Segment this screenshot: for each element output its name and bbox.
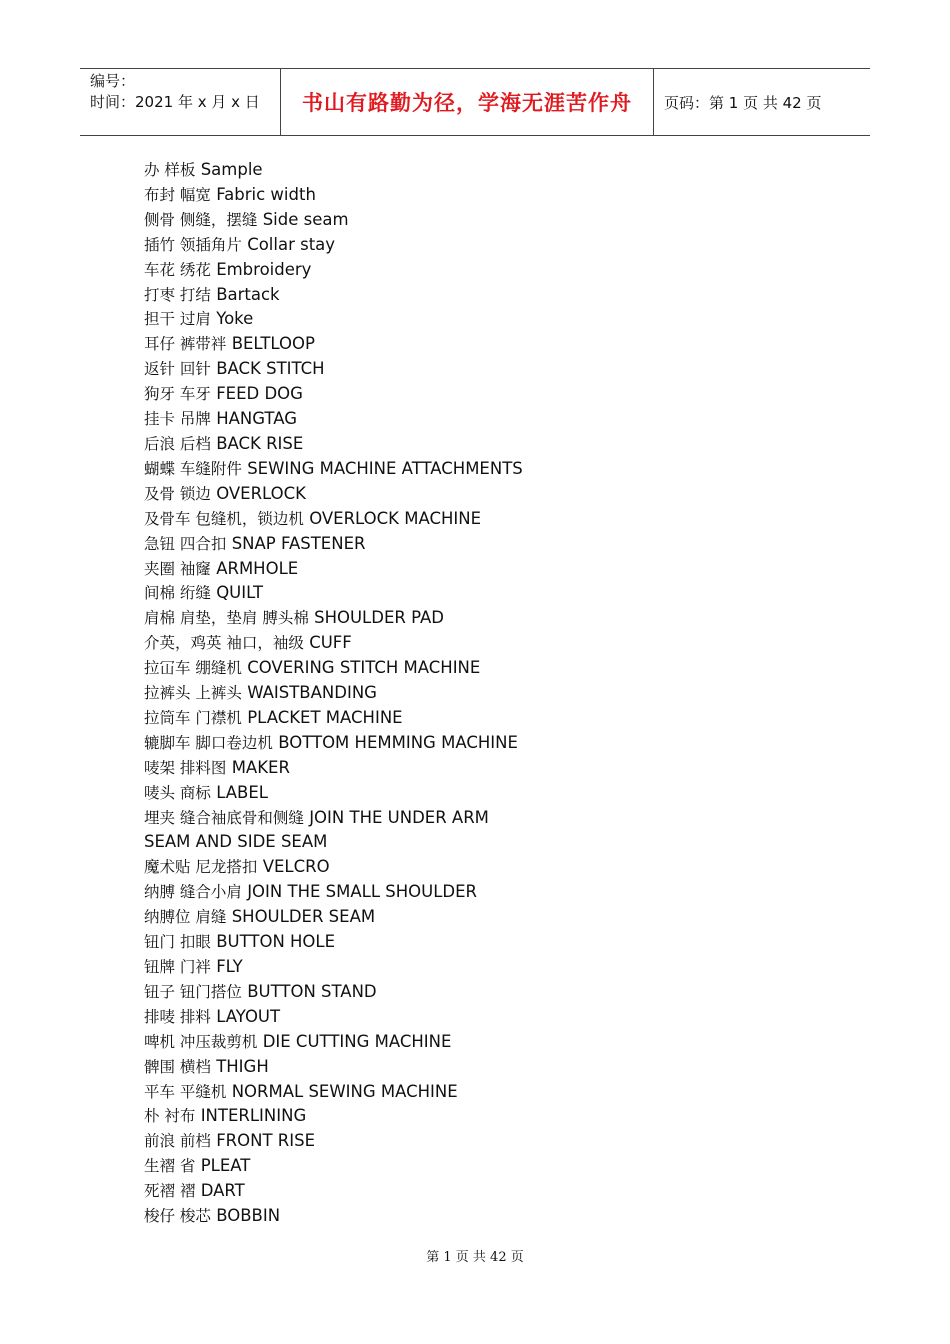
glossary-entry xyxy=(144,183,864,208)
entry-english-term: JOIN THE UNDER ARM xyxy=(309,807,489,827)
glossary-entry xyxy=(144,731,864,756)
glossary-entry xyxy=(144,1080,864,1105)
entry-chinese-term: 担干 过肩 xyxy=(144,310,211,329)
entry-english-term: PLACKET MACHINE xyxy=(247,707,403,727)
entry-chinese-term: 埋夹 缝合袖底骨和侧缝 xyxy=(144,808,304,827)
glossary-entry xyxy=(144,855,864,880)
entry-english-term: THIGH xyxy=(216,1056,269,1076)
entry-chinese-term: 死褶 褶 xyxy=(144,1182,196,1201)
glossary-entry xyxy=(144,258,864,283)
entry-english-term: CUFF xyxy=(309,633,352,653)
entry-chinese-term: 介英，鸡英 袖口，袖级 xyxy=(144,634,304,653)
entry-english-term: ARMHOLE xyxy=(216,558,299,578)
entry-chinese-term: 梭仔 梭芯 xyxy=(144,1207,211,1226)
entry-chinese-term: 返针 回针 xyxy=(144,360,211,379)
entry-english-term: INTERLINING xyxy=(200,1106,307,1126)
time-label: 时间：2021 年 x 月 x 日 xyxy=(90,93,260,111)
glossary-entry xyxy=(144,980,864,1005)
entry-english-term: Bartack xyxy=(216,284,280,304)
entry-english-term: Sample xyxy=(200,160,263,179)
entry-english-term: FLY xyxy=(216,957,243,976)
entry-english-term: JOIN THE SMALL SHOULDER xyxy=(247,882,478,902)
entry-chinese-term: 纳膊位 肩缝 xyxy=(144,908,227,927)
entry-english-term: BUTTON HOLE xyxy=(216,932,336,952)
header-motto-cell xyxy=(281,69,654,135)
glossary-entry xyxy=(144,830,864,855)
entry-english-term: COVERING STITCH MACHINE xyxy=(247,658,481,678)
entry-chinese-term: 排唛 排料 xyxy=(144,1007,211,1026)
entry-chinese-term: 及骨 锁边 xyxy=(144,484,211,503)
entry-english-term: BACK RISE xyxy=(216,433,304,453)
entry-english-term: BOTTOM HEMMING MACHINE xyxy=(278,732,518,752)
glossary-entry xyxy=(144,1104,864,1129)
entry-english-term: SEWING MACHINE ATTACHMENTS xyxy=(247,458,523,478)
entry-english-term: DART xyxy=(200,1181,245,1201)
glossary-entry xyxy=(144,1005,864,1030)
glossary-entry xyxy=(144,507,864,532)
glossary-entry xyxy=(144,457,864,482)
entry-english-term: HANGTAG xyxy=(216,409,298,429)
entry-english-term: LAYOUT xyxy=(216,1006,281,1026)
entry-chinese-term: 夹圈 袖窿 xyxy=(144,559,211,578)
glossary-entry xyxy=(144,158,864,183)
entry-chinese-term: 唛架 排料图 xyxy=(144,758,227,777)
glossary-entry xyxy=(144,233,864,258)
entry-english-term: MAKER xyxy=(231,757,290,777)
glossary-entry xyxy=(144,930,864,955)
entry-chinese-term: 髀围 横档 xyxy=(144,1057,211,1076)
entry-english-term: Side seam xyxy=(262,209,349,229)
page-header xyxy=(80,68,870,136)
entry-english-term: BELTLOOP xyxy=(231,334,315,354)
glossary-entry xyxy=(144,631,864,656)
glossary-entry xyxy=(144,357,864,382)
entry-chinese-term: 肩棉 肩垫，垫肩 膊头棉 xyxy=(144,609,309,628)
entry-chinese-term: 车花 绣花 xyxy=(144,260,211,279)
glossary-entry xyxy=(144,382,864,407)
glossary-entry xyxy=(144,1154,864,1179)
glossary-entry xyxy=(144,208,864,233)
entry-english-term: FEED DOG xyxy=(216,384,303,404)
glossary-entry xyxy=(144,1129,864,1154)
entry-chinese-term: 插竹 领插角片 xyxy=(144,235,242,254)
entry-chinese-term: 钮牌 门袢 xyxy=(144,958,211,976)
glossary-entry xyxy=(144,581,864,606)
entry-chinese-term: 狗牙 车牙 xyxy=(144,385,211,404)
entry-english-term: OVERLOCK xyxy=(216,483,306,503)
entry-english-term: WAISTBANDING xyxy=(247,683,377,703)
entry-english-term: SNAP FASTENER xyxy=(231,533,366,553)
entry-english-term: SEAM AND SIDE SEAM xyxy=(144,832,328,852)
header-page-info xyxy=(654,69,870,135)
glossary-entry xyxy=(144,532,864,557)
header-meta xyxy=(80,69,281,135)
entry-english-term: BOBBIN xyxy=(216,1206,281,1226)
glossary-entry xyxy=(144,307,864,332)
entry-english-term: FRONT RISE xyxy=(216,1131,316,1151)
entry-chinese-term: 唛头 商标 xyxy=(144,783,211,802)
page-info: 页码：第 1 页 共 42 页 xyxy=(664,93,822,112)
entry-english-term: BUTTON STAND xyxy=(247,981,377,1001)
glossary-entry xyxy=(144,806,864,831)
entry-chinese-term: 朴 衬布 xyxy=(144,1107,196,1126)
entry-chinese-term: 生褶 省 xyxy=(144,1157,196,1176)
entry-chinese-term: 挂卡 吊牌 xyxy=(144,410,211,429)
entry-chinese-term: 耳仔 裤带袢 xyxy=(144,335,227,354)
glossary-list xyxy=(144,158,864,1229)
entry-chinese-term: 拉冚车 绷缝机 xyxy=(144,659,242,678)
entry-english-term: SHOULDER SEAM xyxy=(231,907,376,927)
glossary-entry xyxy=(144,557,864,582)
entry-chinese-term: 钮子 钮门搭位 xyxy=(144,982,242,1001)
glossary-entry xyxy=(144,407,864,432)
glossary-entry xyxy=(144,656,864,681)
glossary-entry xyxy=(144,905,864,930)
entry-chinese-term: 魔术贴 尼龙搭扣 xyxy=(144,858,258,877)
entry-english-term: LABEL xyxy=(216,782,268,802)
glossary-entry xyxy=(144,781,864,806)
glossary-entry xyxy=(144,482,864,507)
glossary-entry xyxy=(144,1179,864,1204)
glossary-entry xyxy=(144,332,864,357)
entry-chinese-term: 间棉 绗缝 xyxy=(144,584,211,603)
entry-english-term: Fabric width xyxy=(216,184,316,204)
glossary-entry xyxy=(144,432,864,457)
entry-english-term: VELCRO xyxy=(262,857,330,877)
glossary-entry xyxy=(144,283,864,308)
entry-english-term: Collar stay xyxy=(247,234,336,254)
entry-english-term: Yoke xyxy=(216,309,254,329)
entry-chinese-term: 急钮 四合扣 xyxy=(144,534,227,553)
entry-chinese-term: 办 样板 xyxy=(144,161,196,179)
glossary-entry xyxy=(144,681,864,706)
glossary-entry xyxy=(144,880,864,905)
number-label: 编号： xyxy=(90,72,136,90)
glossary-entry xyxy=(144,706,864,731)
entry-chinese-term: 辘脚车 脚口卷边机 xyxy=(144,733,273,752)
glossary-entry xyxy=(144,756,864,781)
entry-chinese-term: 拉裤头 上裤头 xyxy=(144,684,242,703)
entry-chinese-term: 蝴蝶 车缝附件 xyxy=(144,459,242,478)
glossary-entry xyxy=(144,1055,864,1080)
entry-chinese-term: 打枣 打结 xyxy=(144,285,211,304)
entry-chinese-term: 后浪 后档 xyxy=(144,434,211,453)
entry-english-term: BACK STITCH xyxy=(216,359,325,379)
motto: 书山有路勤为径，学海无涯苦作舟 xyxy=(302,90,632,115)
entry-chinese-term: 布封 幅宽 xyxy=(144,185,211,204)
entry-chinese-term: 侧骨 侧缝，摆缝 xyxy=(144,210,258,229)
entry-chinese-term: 前浪 前档 xyxy=(144,1132,211,1151)
glossary-entry xyxy=(144,1204,864,1229)
glossary-entry xyxy=(144,606,864,631)
entry-english-term: QUILT xyxy=(216,583,264,603)
entry-chinese-term: 及骨车 包缝机，锁边机 xyxy=(144,509,304,528)
entry-chinese-term: 拉筒车 门襟机 xyxy=(144,708,242,727)
entry-english-term: NORMAL SEWING MACHINE xyxy=(231,1081,458,1101)
entry-english-term: PLEAT xyxy=(200,1156,251,1176)
entry-english-term: Embroidery xyxy=(216,259,312,279)
entry-chinese-term: 平车 平缝机 xyxy=(144,1082,227,1101)
glossary-entry xyxy=(144,955,864,980)
entry-english-term: SHOULDER PAD xyxy=(314,608,444,628)
entry-english-term: DIE CUTTING MACHINE xyxy=(262,1031,452,1051)
entry-chinese-term: 纳膊 缝合小肩 xyxy=(144,883,242,902)
entry-english-term: OVERLOCK MACHINE xyxy=(309,508,482,528)
entry-chinese-term: 啤机 冲压裁剪机 xyxy=(144,1032,258,1051)
entry-chinese-term: 钮门 扣眼 xyxy=(144,933,211,952)
page-footer: 第 1 页 共 42 页 xyxy=(426,1250,524,1265)
glossary-entry xyxy=(144,1030,864,1055)
